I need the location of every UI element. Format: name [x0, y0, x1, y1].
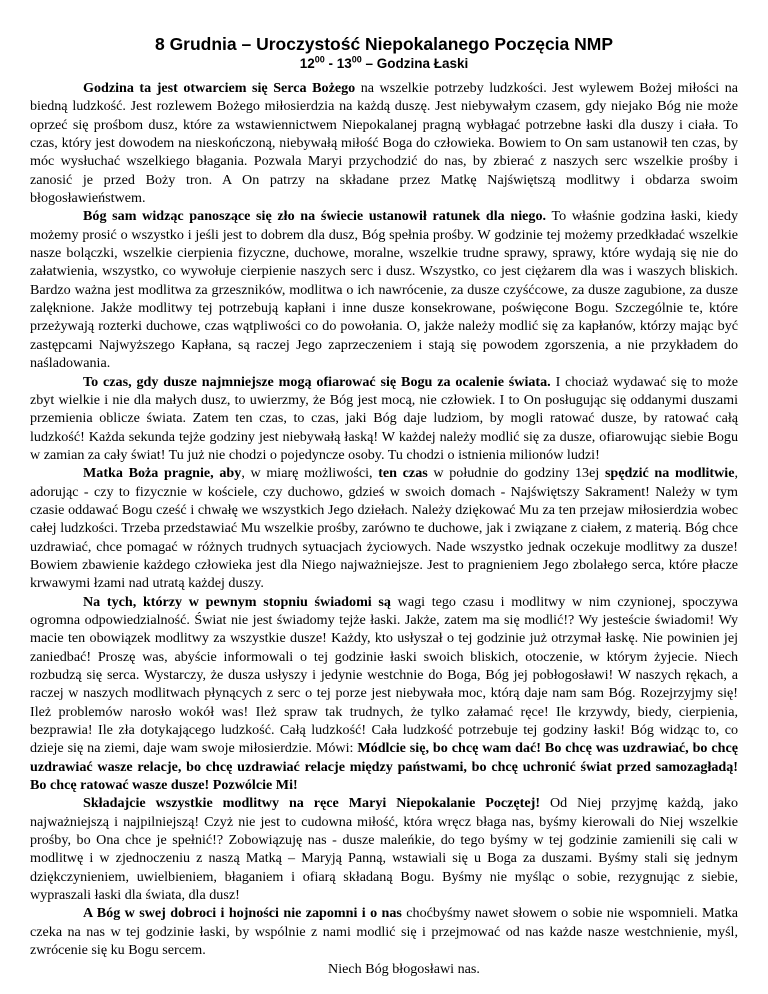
time-separator: - [324, 56, 337, 71]
paragraph-text: choćbyśmy nawet słowem o sobie nie wspomnieli. Matka czeka na nas w tej godzinie łaski, by wspólnie z nami modlić się i przejmować od nas każde nasze westchnienie, myśl, zwrócenie się ku Bogu sercem. [30, 905, 738, 959]
paragraph-7 [30, 904, 738, 959]
time-start-minutes: 00 [314, 54, 325, 65]
paragraph-lead: To czas, gdy dusze najmniejsze mogą ofiarować się Bogu za ocalenie świata. [83, 373, 551, 390]
paragraph-lead: Matka Boża pragnie, aby [83, 465, 242, 482]
document-body [30, 79, 738, 960]
paragraph-emphasis: ten czas [378, 465, 428, 482]
paragraph-4 [30, 464, 738, 592]
paragraph-lead: Bóg sam widząc panoszące się zło na świecie ustanowił ratunek dla niego. [83, 208, 547, 225]
paragraph-2 [30, 207, 738, 372]
paragraph-5 [30, 593, 738, 795]
paragraph-lead: Na tych, którzy w pewnym stopniu świadomi są [83, 593, 391, 610]
time-end-hour: 13 [336, 56, 352, 71]
time-start-hour: 12 [299, 56, 315, 71]
subtitle-label: – Godzina Łaski [361, 56, 469, 71]
paragraph-text: To właśnie godzina łaski, kiedy możemy prosić o wszystko i jeśli jest to dobrem dla dusz, Bóg spełnia prośby. W godzinie tej możemy przedkładać wszelkie nasze bolączki, wszelkie cierpienia fizyczne, duchowe, moralne, wszelkie trudne sprawy, sprawy, które wydają się nie do załatwienia, wszystko, co wywołuje cierpienie naszych serc i dusz. Wszystko, co jest ciężarem dla was i waszych bliskich. Bardzo ważna jest modlitwa za grzeszników, modlitwa o ich nawrócenie, za dusze czyśćcowe, za dusze zagubione, za dusze zalęknione. Jakże modlitwy tej potrzebują kapłani i inne dusze konsekrowane, poświęcone Bogu. Szczególnie te, które przeżywają rozterki duchowe, czas wątpliwości co do powołania. O, jakże należy modlić się za kapłanów, którzy mając być zastępcami Najwyższego Kapłana, są raczej Jego zaprzeczeniem i stają się powodem zgorszenia, a nie przykładem do naśladowania. [30, 208, 738, 372]
paragraph-lead: Godzina ta jest otwarciem się Serca Bożego [83, 80, 356, 96]
paragraph-text: wagi tego czasu i modlitwy w nim czynionej, spoczywa ogromna odpowiedzialność. Świat nie jest świadomy tejże łaski. Jakże, zatem ma się modlić!? Wy jesteście świadomi! Wy macie ten obowiązek modlitwy za wszystkie dusze! Każdy, kto usłyszał o tej godzinie już otrzymał łaskę. Nie powinien jej zaniedbać! Proszę was, abyście informowali o tej godzinie łaski swoich bliskich, otoczenie, w którym żyjecie. Niech rozbudzą się serca. Wystarczy, że dusza usłyszy i jedynie westchnie do Boga, Bóg jej pobłogosławi! W naszych rękach, a raczej w naszych modlitwach płynących z serc o tej porze jest niebywała moc, którą daje nam sam Bóg. Rozejrzyjmy się! Ileż problemów narosło wokół was! Ileż spraw tak trudnych, że tylko załamać ręce! Ile krzywdy, biedy, cierpienia, bezprawia! Ile zła dotykającego ludzkość. Całą ludzkość! Cała ludzkość potrzebuje tej godziny łaski! Bóg widząc to, co dzieje się na ziemi, daje wam swoje miłosierdzie. Mówi: [30, 593, 738, 757]
paragraph-1 [30, 79, 738, 207]
paragraph-text: I chociaż wydawać się to może zbyt wielkie i nie dla małych dusz, to uwierzmy, że Bóg jest mocą, nie człowiek. I to On posługując się oddanymi duszami przemienia oblicze świata. Zatem ten czas, to czas, jaki Bóg daje ludziom, by mogli ratować dusze, by ratować całą ludzkość! Każda sekunda tejże godziny jest niebywałą łaską! W każdej należy modlić się za dusze, ofiarowując siebie Bogu w zamian za cały świat! Tu już nie chodzi o pojedyncze osoby. Tu chodzi o istnienia milionów ludzi! [30, 373, 738, 463]
paragraph-text: na wszelkie potrzeby ludzkości. Jest wylewem Bożej miłości na biedną ludzkość. Jest rozlewem Bożego miłosierdzia na każdą duszę. Jest niebywałym czasem, gdy niejako Bóg nie może oprzeć się prośbom dusz, które za wstawiennictwem Niepokalanej pragną wybłagać potrzebne łaski dla duszy i ciała. To czas, który jest dowodem na nieskończoną, niebywałą miłość Boga do człowieka. Bowiem to On sam ustanowił ten czas, by móc wysłuchać wszelkiego błagania. Pozwala Maryi przychodzić do nas, by zbierać z naszych serc wszelkie prośby i zanosić je przed Boży tron. A On patrzy na składane przez Matkę Najświętszą modlitwy i obdarza swoim błogosławieństwem. [30, 80, 738, 207]
paragraph-text: , adorując - czy to fizycznie w kościele, czy duchowo, gdzieś w swoich domach - Najświętszy Sakrament! Należy w tym czasie oddawać Bogu cześć i chwałę we wszystkich Jego dziełach. Należy dziękować Mu za ten przejaw miłosierdzia wobec całej ludzkości. Trzeba przedstawiać Mu wszelkie prośby, zarówno te duchowe, jak i związane z ciałem, z materią. Bóg chce uzdrawiać, chce pomagać w różnych trudnych sytuacjach życiowych. Nade wszystko jednak oczekuje modlitwy za dusze! Bowiem zbawienie każdego człowieka jest dla Niego najważniejsze. Jest to pragnieniem Jego zbolałego serca, które płacze krwawymi łzami nad utratą każdej duszy. [30, 465, 739, 592]
paragraph-lead: A Bóg w swej dobroci i hojności nie zapomni i o nas [83, 905, 402, 922]
paragraph-text: , w miarę możliwości, [241, 465, 379, 482]
closing-blessing: Niech Bóg błogosławi nas. [328, 960, 480, 977]
paragraph-text: w południe do godziny 13ej [427, 465, 605, 482]
time-end-minutes: 00 [351, 54, 362, 65]
paragraph-quote: Módlcie się, bo chcę wam dać! Bo chcę was uzdrawiać, bo chcę uzdrawiać wasze relacje, bo chcę uzdrawiać relacje między państwami, bo chcę uchronić świat przed samozagładą! Bo chcę ratować wasze dusze! Pozwólcie Mi! [30, 740, 738, 794]
paragraph-lead: Składajcie wszystkie modlitwy na ręce Maryi Niepokalanie Poczętej! [83, 795, 541, 812]
paragraph-text: Od Niej przyjmę każdą, jako najważniejszą i najpilniejszą! Czyż nie jest to cudowna miłość, która wręcz błaga nas, byśmy kierowali do Niej wszelkie prośby, bo Ona chce je spełnić!? Zobowiązuję nas - dusze maleńkie, do tego byśmy w tej godzinie zamienili się cali w modlitwę i w zjednoczeniu z naszą Matką – Maryją Panną, wstawiali się u Boga za duszami. Byśmy stali się jednym dziękczynieniem, uwielbieniem, błaganiem i ofiarą składaną Bogu. Byśmy nie myśląc o sobie, rezygnując z siebie, wypraszali łaski dla świata, dla dusz! [30, 795, 738, 904]
paragraph-emphasis: spędzić na modlitwie [604, 465, 735, 482]
page-title: 8 Grudnia – Uroczystość Niepokalanego Poczęcia NMP [154, 34, 614, 54]
page-subtitle [30, 55, 738, 73]
paragraph-3 [30, 373, 738, 465]
paragraph-6 [30, 794, 738, 904]
